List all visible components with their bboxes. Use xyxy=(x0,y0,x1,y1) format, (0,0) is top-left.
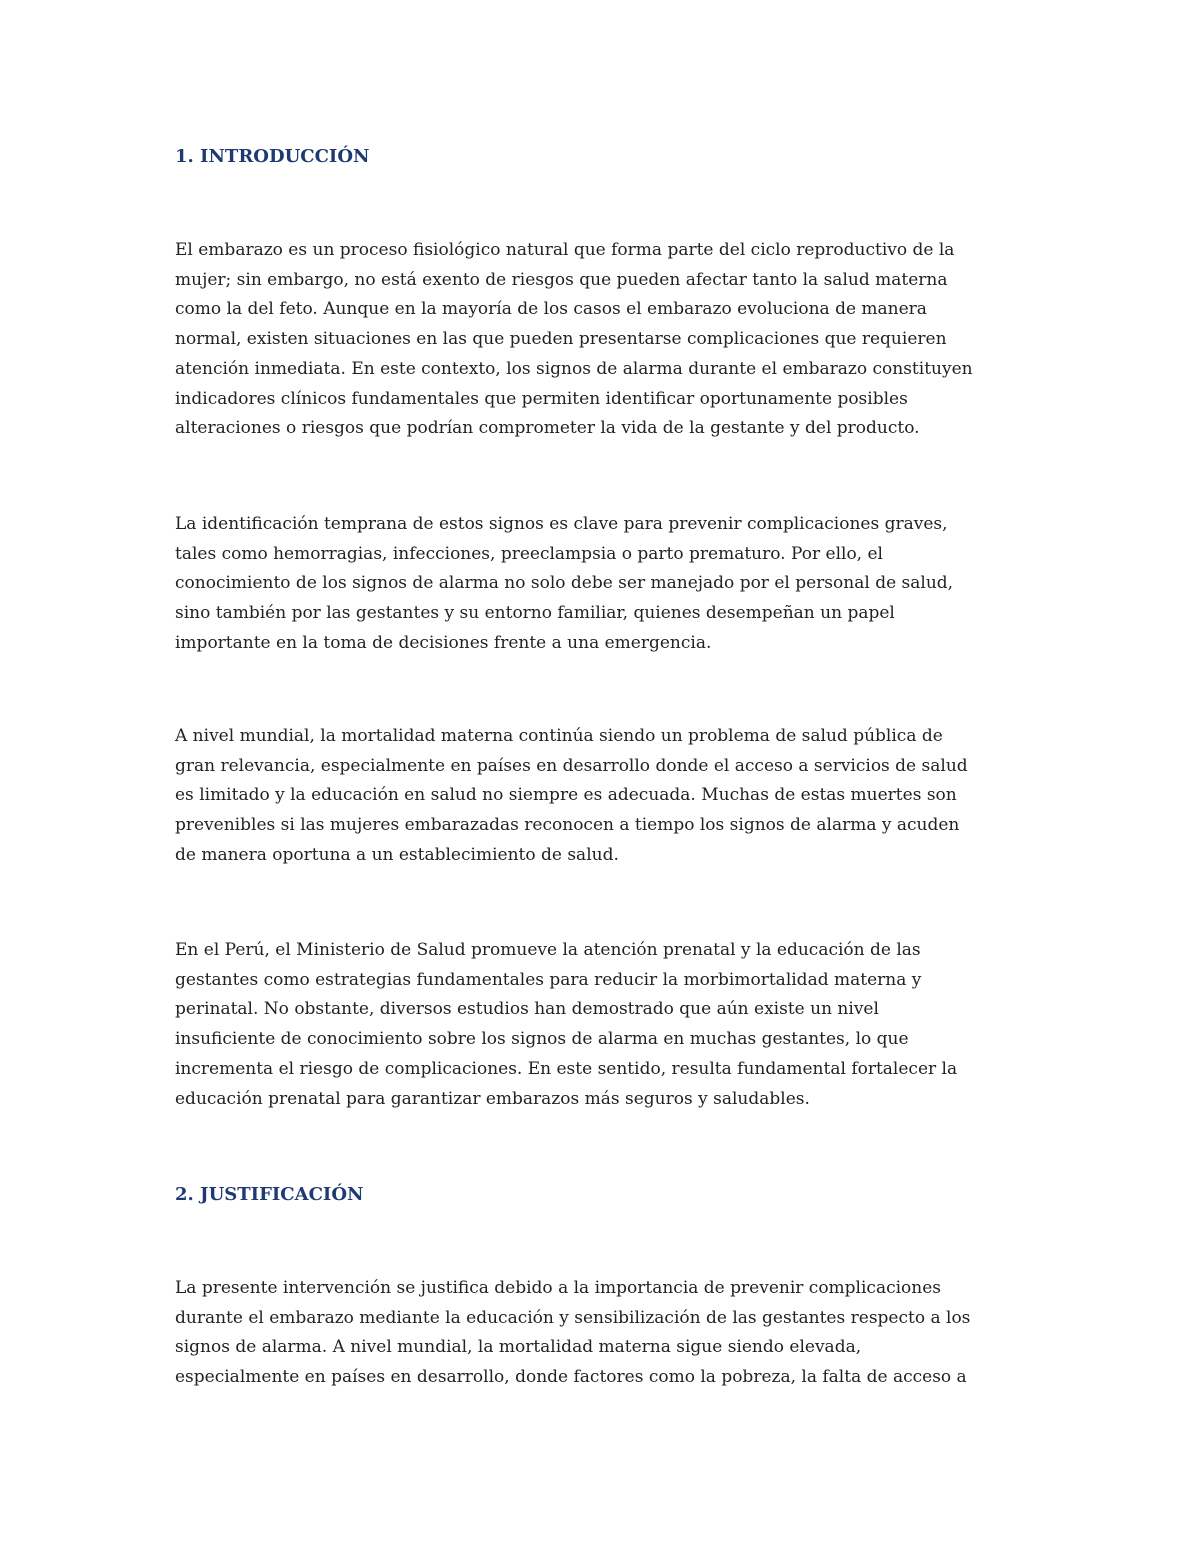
text-line: importante en la toma de decisiones frente a una emergencia. xyxy=(175,632,712,653)
text-line: mujer; sin embargo, no está exento de riesgos que pueden afectar tanto la salud materna xyxy=(175,269,948,290)
paragraph-justificacion-1 xyxy=(175,1274,1035,1393)
text-line: En el Perú, el Ministerio de Salud promueve la atención prenatal y la educación de las xyxy=(175,940,921,960)
section-heading-introduccion: 1. INTRODUCCIÓN xyxy=(175,146,370,167)
paragraph-intro-1 xyxy=(175,236,1035,444)
text-line: El embarazo es un proceso fisiológico natural que forma parte del ciclo reproductivo de la xyxy=(175,240,955,260)
paragraph-intro-3 xyxy=(175,722,1035,871)
paragraph-intro-4 xyxy=(175,936,1035,1114)
text-line: atención inmediata. En este contexto, los signos de alarma durante el embarazo constituyen xyxy=(175,358,973,379)
text-line: alteraciones o riesgos que podrían comprometer la vida de la gestante y del producto. xyxy=(175,418,920,439)
text-line: de manera oportuna a un establecimiento de salud. xyxy=(175,844,619,865)
section-heading-justificacion: 2. JUSTIFICACIÓN xyxy=(175,1184,364,1205)
text-line: es limitado y la educación en salud no siempre es adecuada. Muchas de estas muertes son xyxy=(175,785,957,806)
text-line: normal, existen situaciones en las que pueden presentarse complicaciones que requieren xyxy=(175,329,947,350)
text-line: gestantes como estrategias fundamentales para reducir la morbimortalidad materna y xyxy=(175,969,922,990)
text-line: conocimiento de los signos de alarma no solo debe ser manejado por el personal de salud, xyxy=(175,573,954,594)
text-line: perinatal. No obstante, diversos estudios han demostrado que aún existe un nivel xyxy=(175,999,879,1020)
text-line: indicadores clínicos fundamentales que permiten identificar oportunamente posibles xyxy=(175,388,908,409)
text-line: incrementa el riesgo de complicaciones. En este sentido, resulta fundamental fortalecer la xyxy=(175,1058,958,1079)
text-line: A nivel mundial, la mortalidad materna continúa siendo un problema de salud pública de xyxy=(175,726,943,746)
text-line: especialmente en países en desarrollo, donde factores como la pobreza, la falta de acceso a xyxy=(175,1367,967,1388)
paragraph-intro-2 xyxy=(175,510,1035,659)
text-line: tales como hemorragias, infecciones, preeclampsia o parto prematuro. Por ello, el xyxy=(175,543,883,564)
text-line: durante el embarazo mediante la educación y sensibilización de las gestantes respecto a los xyxy=(175,1307,971,1328)
text-line: educación prenatal para garantizar embarazos más seguros y saludables. xyxy=(175,1088,810,1109)
text-line: signos de alarma. A nivel mundial, la mortalidad materna sigue siendo elevada, xyxy=(175,1337,862,1358)
text-line: gran relevancia, especialmente en países en desarrollo donde el acceso a servicios de salud xyxy=(175,755,968,776)
text-line: insuficiente de conocimiento sobre los signos de alarma en muchas gestantes, lo que xyxy=(175,1029,909,1050)
text-line: La presente intervención se justifica debido a la importancia de prevenir complicaciones xyxy=(175,1278,942,1298)
text-line: prevenibles si las mujeres embarazadas reconocen a tiempo los signos de alarma y acuden xyxy=(175,815,960,836)
text-line: sino también por las gestantes y su entorno familiar, quienes desempeñan un papel xyxy=(175,603,895,624)
text-line: La identificación temprana de estos signos es clave para prevenir complicaciones graves, xyxy=(175,514,948,534)
text-line: como la del feto. Aunque en la mayoría de los casos el embarazo evoluciona de manera xyxy=(175,299,927,320)
